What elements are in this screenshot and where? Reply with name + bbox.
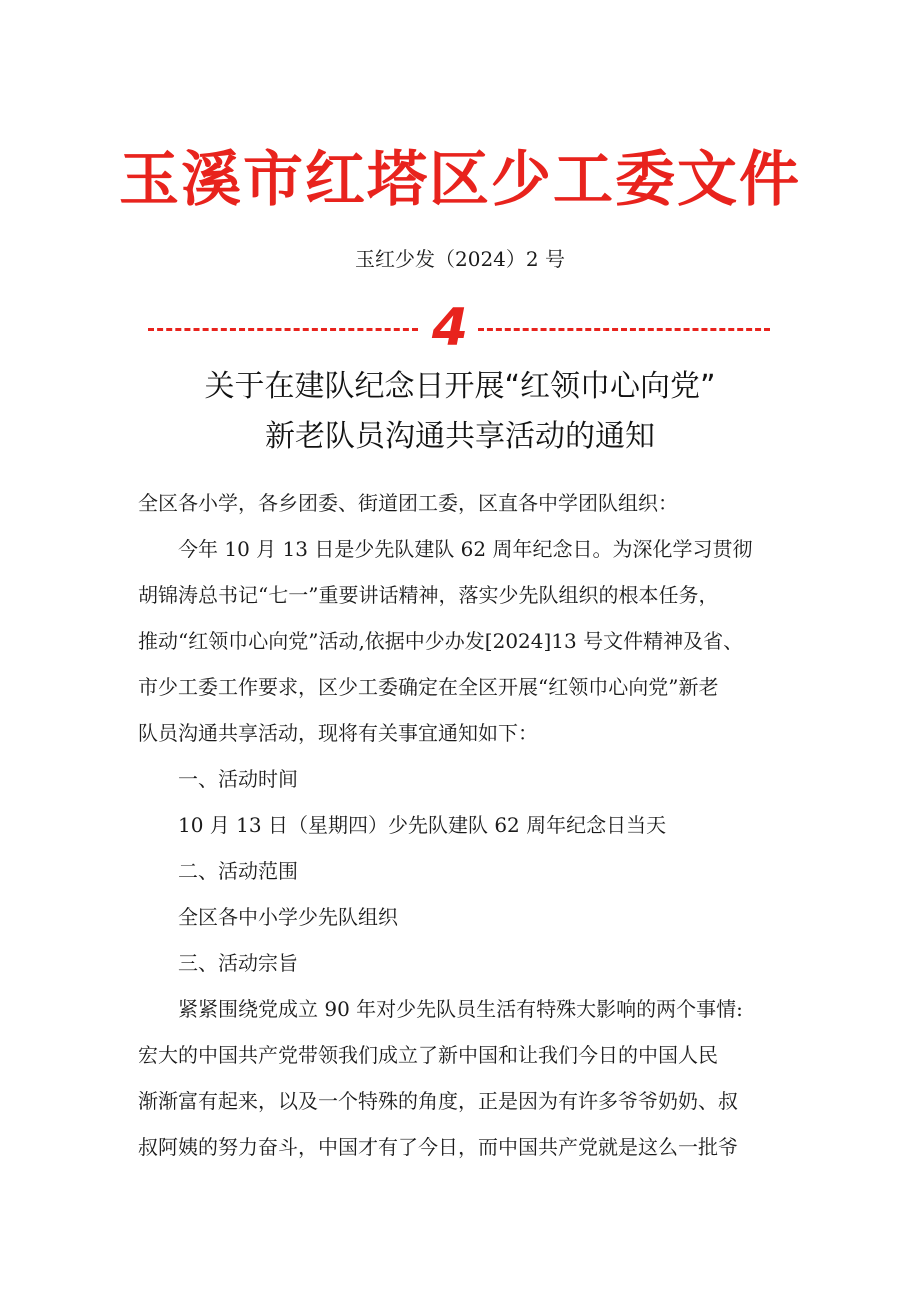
section-heading-time: 一、活动时间 — [178, 767, 298, 791]
section-text-time: 10 月 13 日（星期四）少先队建队 62 周年纪念日当天 — [178, 813, 667, 837]
section-heading-scope: 二、活动范围 — [178, 859, 298, 883]
intro-line: 今年 10 月 13 日是少先队建队 62 周年纪念日。为深化学习贯彻 — [178, 537, 753, 561]
purpose-line: 紧紧围绕党成立 90 年对少先队员生活有特殊大影响的两个事情: — [178, 997, 743, 1021]
purpose-paragraph — [138, 986, 798, 1170]
issuer-header-title: 玉溪市红塔区少工委文件 — [119, 145, 801, 215]
intro-line: 队员沟通共享活动，现将有关事宜通知如下： — [138, 721, 538, 745]
purpose-line: 渐渐富有起来，以及一个特殊的角度，正是因为有许多爷爷奶奶、叔 — [138, 1089, 738, 1113]
document-number: 玉红少发（2024）2 号 — [355, 247, 565, 271]
salutation: 全区各小学，各乡团委、街道团工委，区直各中学团队组织： — [138, 491, 678, 515]
document-body — [138, 480, 798, 1170]
notice-title-line-2: 新老队员沟通共享活动的通知 — [265, 419, 655, 454]
notice-title-line-1: 关于在建队纪念日开展“红领巾心向党” — [204, 369, 716, 404]
section-heading-purpose: 三、活动宗旨 — [178, 951, 298, 975]
purpose-line: 宏大的中国共产党带领我们成立了新中国和让我们今日的中国人民 — [138, 1043, 718, 1067]
separator-dashed-line-right — [478, 328, 770, 331]
notice-title — [0, 362, 920, 462]
purpose-line: 叔阿姨的努力奋斗，中国才有了今日，而中国共产党就是这么一批爷 — [138, 1135, 738, 1159]
separator-mark: 4 — [431, 298, 469, 358]
intro-line: 市少工委工作要求，区少工委确定在全区开展“红领巾心向党”新老 — [138, 675, 719, 699]
intro-paragraph — [138, 526, 798, 756]
section-text-scope: 全区各中小学少先队组织 — [178, 905, 398, 929]
separator-dashed-line-left — [148, 328, 418, 331]
intro-line: 胡锦涛总书记“七一”重要讲话精神，落实少先队组织的根本任务， — [138, 583, 719, 607]
intro-line: 推动“红领巾心向党”活动,依据中少办发[2024]13 号文件精神及省、 — [138, 629, 744, 653]
red-separator — [140, 298, 780, 358]
